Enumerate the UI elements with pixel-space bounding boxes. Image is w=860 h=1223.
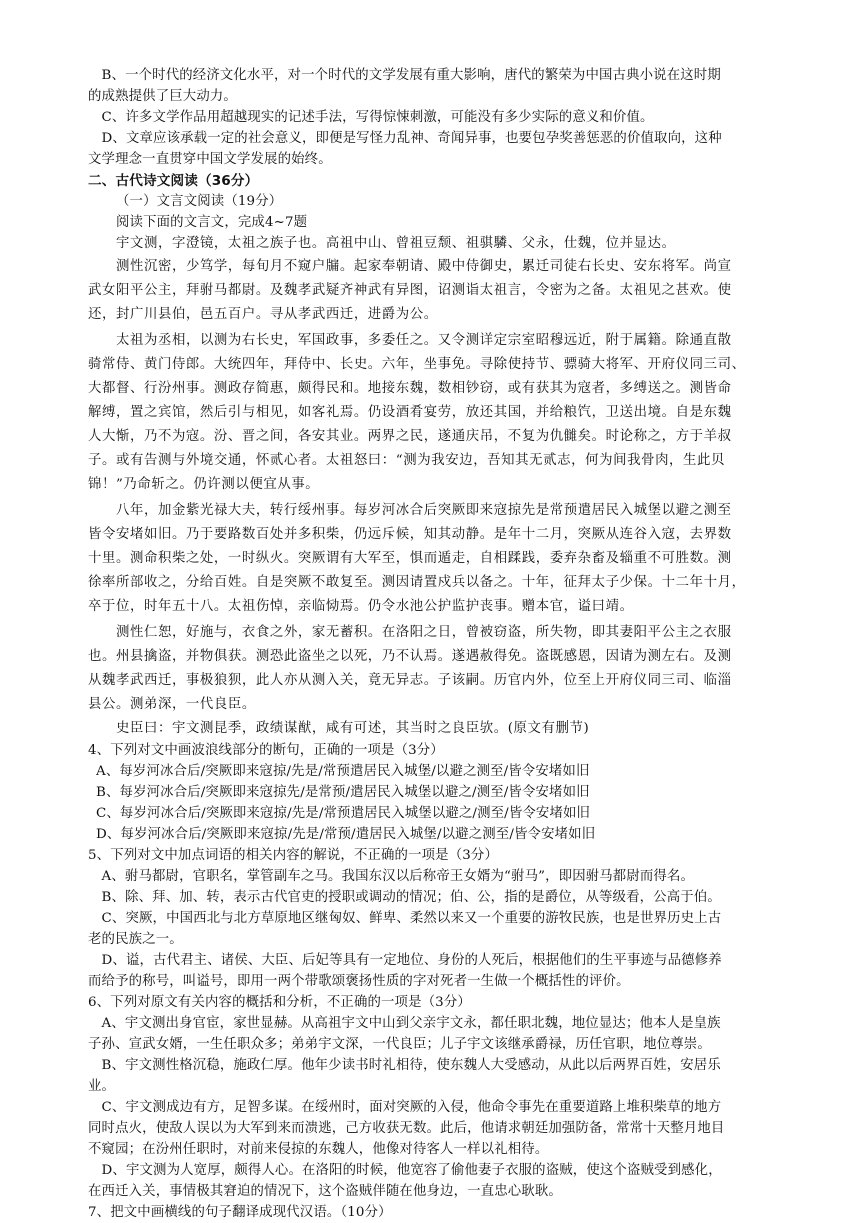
text-line: 史臣曰：宇文测昆季，政绩谋猷，咸有可述，其当时之良臣欤。(原文有删节) [116, 721, 590, 736]
text-line: 业。 [88, 1079, 116, 1094]
text-line: C、宇文测成边有方，足智多谋。在绥州时，面对突厥的入侵，他命令事先在重要道路上堆积柴草的地方 [88, 1100, 722, 1115]
text-line: C、每岁河冰合后/突厥即来寇掠/先是/常预遣居民入城堡以避之/测至/皆令安堵如旧 [96, 806, 591, 821]
text-line: 测性仁恕，好施与，衣食之外，家无蓄积。在洛阳之日，曾被窃盗，所失物，即其妻阳平公主之衣服 [116, 625, 732, 640]
text-line: 还，封广川县伯，邑五百户。寻从孝武西迁，进爵为公。 [88, 307, 438, 322]
text-line: 锦！”乃命斩之。仍许测以便宜从事。 [88, 477, 320, 492]
text-line: 武女阳平公主，拜驸马都尉。及魏孝武疑齐神武有异图，诏测诣太祖言，令密为之备。太祖见之甚欢。使 [88, 283, 732, 298]
text-line: （一）文言文阅读（19分） [116, 194, 283, 209]
text-line: 也。州县擒盗，并物俱获。测恐此盗坐之以死，乃不认焉。遂遇赦得免。盗既感恩，因请为测左右。及测 [88, 649, 732, 664]
text-line: B、每岁河冰合后/突厥即来寇掠先/是常预/遣居民入城堡以避之/测至/皆令安堵如旧 [96, 785, 590, 800]
text-line: 在西迁入关，事情极其窘迫的情况下，这个盗贼伴随在他身边，一直忠心耿耿。 [88, 1184, 562, 1199]
text-line: 十里。测命积柴之处，一时纵火。突厥谓有大军至，惧而遁走，自相蹂践，委弃杂畜及辎重不可胜数。测 [88, 551, 732, 566]
text-line: 同时点火，使敌人误以为大军到来而溃逃，己方收获无数。此后，他请求朝廷加强防备，常常十天整月地目 [88, 1121, 725, 1136]
text-line: 测性沉密，少笃学，每旬月不窥户牖。起家奉朝请、殿中侍御史，累迁司徒右长史、安东将军。尚宣 [116, 259, 732, 274]
text-line: 徐率所部收之，分给百姓。自是突厥不敢复至。测因请置戍兵以备之。十年，征拜太子少保。十二年十月， [88, 575, 746, 590]
text-line: 大都督、行汾州事。测政存简惠，颇得民和。地接东魏，数相钞窃，或有获其为寇者，多缚送之。测皆命 [88, 381, 732, 396]
text-line: 解缚，置之宾馆，然后引与相见，如客礼焉。仍设酒肴宴劳，放还其国，并给粮饩，卫送出境。自是东魏 [88, 405, 732, 420]
text-line: C、许多文学作品用超越现实的记述手法，写得惊悚刺激，可能没有多少实际的意义和价值。 [88, 110, 654, 125]
text-line: A、驸马都尉，官职名，掌管副车之马。我国东汉以后称帝王女婿为“驸马”，即因驸马都尉而得名。 [88, 869, 695, 884]
text-line: 子。或有告测与外境交通，怀贰心者。太祖怒曰：“测为我安边，吾知其无贰志，何为间我骨肉，生此贝 [88, 453, 726, 468]
text-line: 文学理念一直贯穿中国文学发展的始终。 [88, 152, 332, 167]
text-line: 子孙、宣武女婿，一生任职众多；弟弟宇文深，一代良臣；儿子宇文该继承爵禄，历任官职，地位尊崇。 [88, 1037, 711, 1052]
text-line: D、文章应该承载一定的社会意义，即便是写怪力乱神、奇闻异事，也要包孕奖善惩恶的价值取向，这种 [88, 131, 722, 146]
text-line: 皆令安堵如旧。乃于要路数百处并多积柴，仍远斥候，知其动静。是年十二月，突厥从连谷入寇，去界数 [88, 527, 732, 542]
text-line: D、谥，古代君主、诸侯、大臣、后妃等具有一定地位、身份的人死后，根据他们的生平事迹与品德修养 [88, 953, 722, 968]
text-line: B、一个时代的经济文化水平，对一个时代的文学发展有重大影响，唐代的繁荣为中国古典小说在这时期 [88, 68, 721, 83]
text-line: B、除、拜、加、转，表示古代官吏的授职或调动的情况；伯、公，指的是爵位，从等级看，公高于伯。 [88, 890, 721, 905]
text-line: 卒于位，时年五十八。太祖伤悼，亲临恸焉。仍令水池公护监护丧事。赠本官，谥曰靖。 [88, 599, 634, 614]
text-line: B、宇文测性格沉稳，施政仁厚。他年少读书时礼相待，使东魏人大受感动，从此以后两界百姓，安居乐 [88, 1058, 721, 1073]
text-line: 县公。测弟深，一代良臣。 [88, 697, 256, 712]
text-line: 八年，加金紫光禄大夫，转行绥州事。每岁河冰合后突厥即来寇掠先是常预遣居民入城堡以避之测至 [116, 503, 732, 518]
text-line: 太祖为丞相，以测为右长史，军国政事，多委任之。又令测详定宗室昭穆远近，附于属籍。除通直散 [116, 333, 732, 348]
text-line: 人大惭，乃不为寇。汾、晋之间，各安其业。两界之民，遂通庆吊，不复为仇雠矣。时论称之，方于羊叔 [88, 429, 732, 444]
text-line: 4、下列对文中画波浪线部分的断句，正确的一项是（3分） [88, 743, 444, 758]
text-line: 不窥园；在汾州任职时，对前来侵掠的东魏人，他像对待客人一样以礼相待。 [88, 1142, 549, 1157]
text-line: 5、下列对文中加点词语的相关内容的解说，不正确的一项是（3分） [88, 848, 499, 863]
text-line: A、每岁河冰合后/突厥即来寇掠/先是/常预遣居民入城堡/以避之测至/皆令安堵如旧 [96, 764, 590, 779]
text-line: D、宇文测为人宽厚，颇得人心。在洛阳的时候，他宽容了偷他妻子衣服的盗贼，使这个盗贼受到感化， [88, 1163, 722, 1178]
text-line: 而给予的称号，叫谥号，即用一两个带歌颂褒扬性质的字对死者一生做一个概括性的评价。 [88, 974, 630, 989]
text-line: D、每岁河冰合后/突厥即来寇掠/先是/常预/遣居民入城堡/以避之测至/皆令安堵如旧 [96, 827, 596, 842]
section-heading: 二、古代诗文阅读（36分） [88, 173, 259, 189]
text-line: 的成熟提供了巨大动力。 [88, 89, 237, 104]
text-line: 从魏孝武西迁，事极狼狈，此人亦从测入关，竟无异志。子该嗣。历官内外，位至上开府仪同三司、临淄 [88, 673, 732, 688]
text-line: A、宇文测出身官宦，家世显赫。从高祖宇文中山到父亲宇文永，都任职北魏，地位显达；他本人是皇族 [88, 1016, 721, 1031]
text-line: 骑常侍、黄门侍郎。大统四年，拜侍中、长史。六年，坐事免。寻除使持节、骠骑大将军、开府仪同三司、 [88, 357, 746, 372]
text-line: 6、下列对原文有关内容的概括和分析，不正确的一项是（3分） [88, 995, 471, 1010]
text-line: C、突厥，中国西北与北方草原地区继匈奴、鲜卑、柔然以来又一个重要的游牧民族，也是世界历史上古 [88, 911, 722, 926]
text-line: 7、把文中画横线的句子翻译成现代汉语。（10分） [88, 1205, 392, 1220]
text-line: 宇文测，字澄镜，太祖之族子也。高祖中山、曾祖豆颓、祖骐驎、父永，仕魏，位并显达。 [116, 236, 676, 251]
text-line: 阅读下面的文言文，完成4~7题 [116, 215, 308, 230]
text-line: 老的民族之一。 [88, 932, 183, 947]
